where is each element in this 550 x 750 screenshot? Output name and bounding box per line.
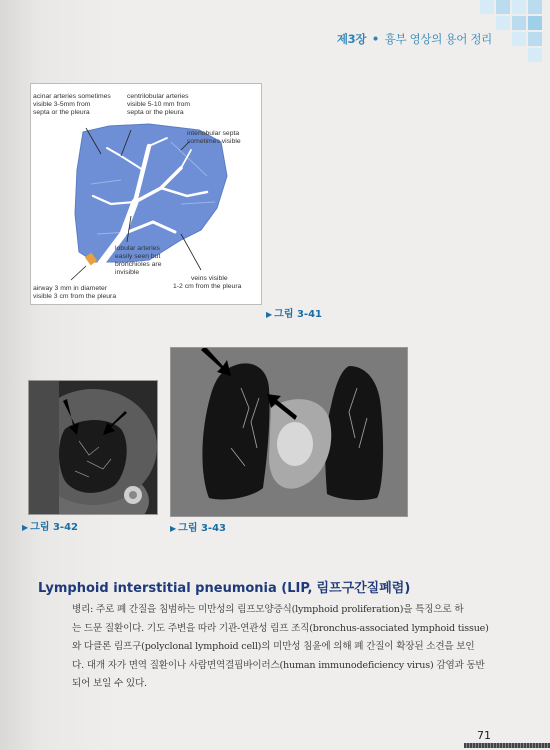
label-acinar-3: septa or the pleura: [33, 109, 90, 116]
section-title: [38, 577, 410, 596]
label-airway-1: airway 3 mm in diameter: [33, 285, 108, 292]
page-number-bar: [464, 743, 550, 748]
lobule-diagram: [30, 83, 262, 305]
running-header: [337, 31, 492, 47]
body-line: 다. 대개 자가 면역 질환이나 사람면역결핍바이러스(human immunodeficiency virus) 감염과 동반: [72, 659, 485, 671]
corner-decoration: [478, 0, 550, 66]
caption-fig-3-43: [170, 519, 226, 534]
caption-marker: ▶: [170, 524, 177, 533]
body-line: 와 다클론 림프구(polyclonal lymphoid cell)의 미만성 침윤에 의해 폐 간질이 확장된 소견을 보인: [72, 641, 475, 653]
label-centrilobular-3: septa or the pleura: [127, 109, 184, 116]
body-paragraph: [72, 601, 524, 694]
caption-fig-3-42: [22, 518, 78, 533]
label-acinar-2: visible 3-5mm from: [33, 101, 91, 108]
ct-image-fig-3-43: [170, 347, 408, 517]
header-separator: •: [371, 32, 379, 46]
label-interlobular-2: sometimes visible: [187, 138, 241, 145]
header-title-text: 흉부 영상의 용어 정리: [384, 32, 492, 46]
section-title-ko: 림프구간질폐렴): [316, 581, 411, 596]
body-line: 는 드문 질환이다. 기도 주변을 따라 기관-연관성 림프 조직(bronchus-associated lymphoid tissue): [72, 622, 489, 634]
label-interlobular-1: interlobular septa: [187, 130, 240, 137]
caption-text: 그림 3-43: [178, 523, 226, 534]
label-centrilobular-1: centrilobular arteries: [127, 93, 189, 100]
label-lobular-2: easily seen but: [115, 253, 161, 260]
chapter-label: 제3장: [336, 32, 367, 46]
label-airway-2: visible 3 cm from the pleura: [33, 293, 117, 300]
caption-marker: ▶: [22, 523, 29, 532]
label-lobular-3: bronchioles are: [115, 261, 162, 268]
ct-image-fig-3-42: [28, 380, 158, 515]
label-acinar-1: acinar arteries sometimes: [33, 93, 111, 100]
label-veins-2: 1-2 cm from the pleura: [173, 283, 242, 290]
section-title-en: Lymphoid interstitial pneumonia (LIP,: [38, 581, 313, 596]
caption-text: 그림 3-42: [30, 522, 78, 533]
label-centrilobular-2: visible 5-10 mm from: [127, 101, 191, 108]
label-lobular-4: invisible: [115, 269, 140, 276]
label-lobular-1: lobular arteries: [115, 245, 160, 252]
page-number: 71: [477, 729, 491, 742]
lobule-diagram-svg: [31, 84, 261, 304]
label-veins-1: veins visible: [191, 275, 228, 282]
caption-fig-3-41: [266, 305, 322, 320]
body-line: 되어 보일 수 있다.: [72, 678, 147, 690]
caption-marker: ▶: [266, 310, 273, 319]
caption-text: 그림 3-41: [274, 309, 322, 320]
body-line: 병리: 주로 폐 간질을 침범하는 미만성의 림프모양증식(lymphoid proliferation)을 특징으로 하: [72, 604, 464, 615]
